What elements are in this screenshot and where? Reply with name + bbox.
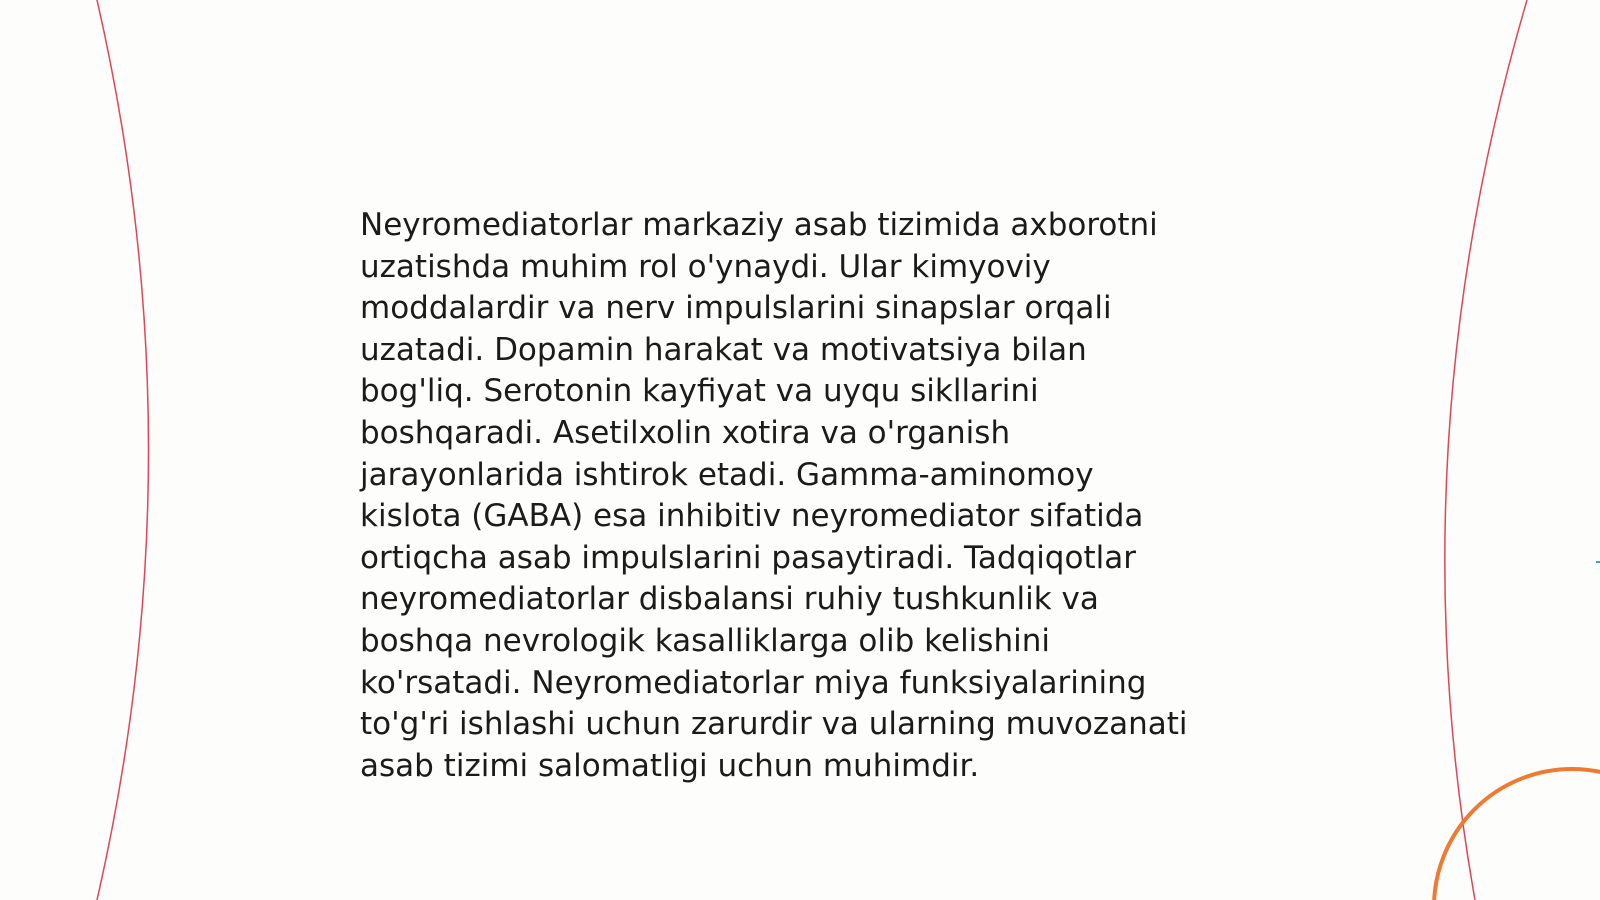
- right-arc-line: [1445, 0, 1527, 900]
- slide-body-text: Neyromediatorlar markaziy asab tizimida axborotni uzatishda muhim rol o'ynaydi. Ular kimyoviy moddalardir va nerv impulslarini sinapslar orqali uzatadi. Dopamin harakat va motivatsiya bilan bog'liq. Serotonin kayfiyat va uyqu sikllarini boshqaradi. Asetilxolin xotira va o'rganish jarayonlarida ishtirok etadi. Gamma-aminomoy kislota (GABA) esa inhibitiv neyromediator sifatida ortiqcha asab impulslarini pasaytiradi. Tadqiqotlar neyromediatorlar disbalansi ruhiy tushkunlik va boshqa nevrologik kasalliklarga olib kelishini ko'rsatadi. Neyromediatorlar miya funksiyalarining to'g'ri ishlashi uchun zarurdir va ularning muvozanati asab tizimi salomatligi uchun muhimdir.: [360, 207, 1188, 784]
- left-arc-line: [97, 0, 149, 900]
